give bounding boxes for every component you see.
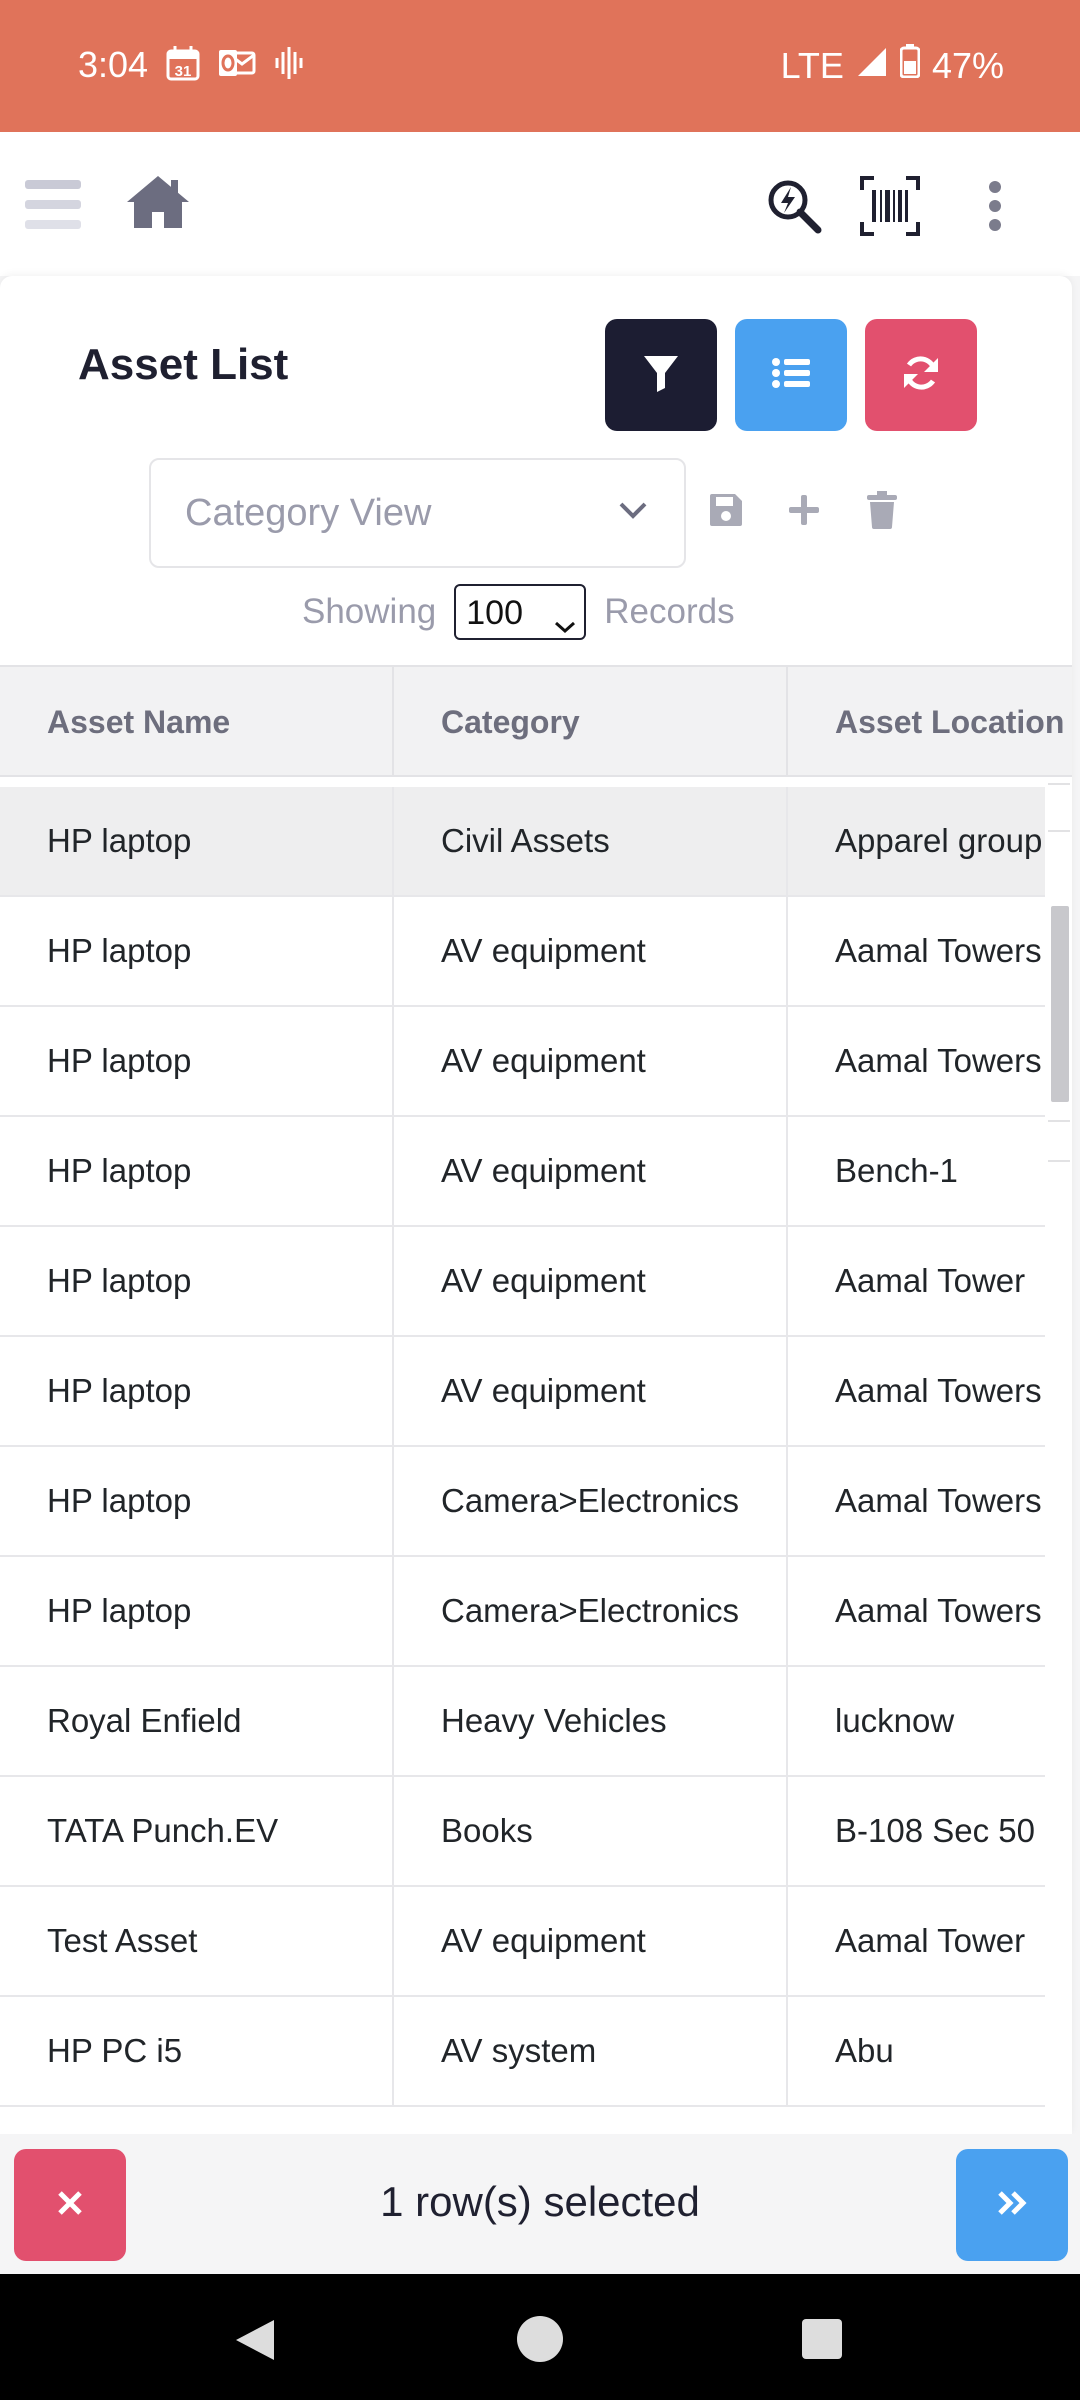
selection-bar: [0, 2134, 1080, 2274]
calendar-icon: [166, 45, 200, 86]
recents-icon[interactable]: [801, 2318, 843, 2365]
search-scan-icon: [766, 178, 822, 239]
refresh-icon: [902, 354, 940, 397]
list-icon: [772, 357, 810, 394]
table-row[interactable]: [0, 1777, 1045, 1887]
home-button[interactable]: [122, 172, 194, 236]
asset-name-cell: TATA Punch.EV: [0, 1777, 394, 1885]
save-icon: [708, 492, 744, 533]
asset-name-cell: HP laptop: [0, 1337, 394, 1445]
page-title: Asset List: [78, 340, 289, 389]
records-count-value: 100: [466, 594, 523, 632]
barcode-scan-button[interactable]: [854, 172, 926, 244]
category-cell: AV equipment: [394, 897, 788, 1005]
table-row[interactable]: [0, 1227, 1045, 1337]
asset-name-cell: HP laptop: [0, 1557, 394, 1665]
asset-name-cell: HP laptop: [0, 1447, 394, 1555]
barcode-icon: [860, 176, 920, 241]
network-type: LTE: [780, 44, 844, 86]
home-nav-icon[interactable]: [515, 2314, 565, 2369]
category-cell: AV equipment: [394, 1337, 788, 1445]
asset-name-cell: Test Asset: [0, 1887, 394, 1995]
asset-name-cell: HP laptop: [0, 1227, 394, 1335]
scrollbar-tick: [1048, 1160, 1070, 1162]
table-row[interactable]: [0, 897, 1045, 1007]
battery-level: 47%: [931, 44, 1004, 86]
asset-location-cell: Apparel group: [835, 822, 1043, 859]
double-chevron-right-icon: [997, 2190, 1027, 2221]
category-cell: Camera>Electronics: [394, 1447, 788, 1555]
table-scrollbar[interactable]: [1051, 906, 1069, 1102]
category-cell: AV equipment: [394, 1007, 788, 1115]
asset-location-cell: Aamal Tower: [835, 1262, 1026, 1299]
category-cell: AV equipment: [394, 1117, 788, 1225]
battery-icon: [900, 44, 920, 87]
asset-name-cell: Royal Enfield: [0, 1667, 394, 1775]
back-icon[interactable]: [234, 2318, 276, 2367]
table-row[interactable]: [0, 1667, 1045, 1777]
asset-name-cell: HP laptop: [0, 1117, 394, 1225]
asset-location-cell: Abu: [835, 2032, 894, 2069]
status-time: 3:04: [78, 44, 149, 85]
table-row[interactable]: [0, 1997, 1045, 2107]
asset-location-cell: Aamal Tower: [835, 1922, 1026, 1959]
category-cell: Books: [394, 1777, 788, 1885]
records-suffix: Records: [604, 592, 735, 631]
scrollbar-tick: [1048, 1120, 1070, 1122]
asset-name-cell: HP laptop: [0, 787, 394, 895]
delete-view-button[interactable]: [858, 488, 906, 536]
records-prefix: Showing: [302, 592, 437, 631]
asset-location-cell: Aamal Towers: [835, 932, 1042, 969]
asset-location-cell: B-108 Sec 50: [835, 1812, 1035, 1849]
add-view-button[interactable]: [780, 488, 828, 536]
category-cell: Heavy Vehicles: [394, 1667, 788, 1775]
category-cell: Civil Assets: [394, 787, 788, 895]
chevron-down-icon: [618, 500, 648, 525]
menu-icon: [23, 176, 83, 237]
home-icon: [125, 174, 191, 235]
table-row[interactable]: [0, 787, 1045, 897]
filter-button[interactable]: [605, 319, 717, 431]
asset-name-cell: HP PC i5: [0, 1997, 394, 2105]
proceed-button[interactable]: [956, 2149, 1068, 2261]
asset-location-cell: Aamal Towers: [835, 1592, 1042, 1629]
save-view-button[interactable]: [702, 488, 750, 536]
table-row[interactable]: [0, 1117, 1045, 1227]
table-row[interactable]: [0, 1557, 1045, 1667]
column-header-asset-name[interactable]: Asset Name: [0, 667, 394, 777]
system-nav-bar: [0, 2274, 1080, 2400]
category-cell: AV equipment: [394, 1227, 788, 1335]
table-row[interactable]: [0, 1337, 1045, 1447]
scrollbar-tick: [1048, 830, 1070, 832]
table-row[interactable]: [0, 1007, 1045, 1117]
search-scan-button[interactable]: [760, 174, 828, 242]
chevron-down-icon: [554, 604, 576, 643]
menu-button[interactable]: [18, 176, 88, 236]
table-row[interactable]: [0, 1447, 1045, 1557]
app-toolbar: [0, 132, 1080, 276]
column-header-category[interactable]: Category: [394, 667, 788, 777]
asset-location-cell: lucknow: [835, 1702, 955, 1739]
more-options-button[interactable]: [970, 172, 1020, 244]
signal-icon: [856, 45, 888, 87]
refresh-button[interactable]: [865, 319, 977, 431]
scrollbar-tick: [1048, 783, 1070, 785]
list-view-button[interactable]: [735, 319, 847, 431]
category-cell: Camera>Electronics: [394, 1557, 788, 1665]
status-bar: [0, 0, 1080, 132]
more-vert-icon: [985, 180, 1005, 237]
records-count-select[interactable]: [454, 584, 586, 640]
category-view-label: Category View: [185, 492, 432, 534]
asset-name-cell: HP laptop: [0, 1007, 394, 1115]
svg-text:31: 31: [174, 62, 192, 80]
filter-icon: [643, 354, 679, 397]
trash-icon: [866, 491, 898, 534]
column-header-asset-location[interactable]: Asset Location: [835, 703, 1065, 740]
table-row[interactable]: [0, 1887, 1045, 1997]
selection-count: 1 row(s) selected: [380, 2178, 700, 2225]
asset-name-cell: HP laptop: [0, 897, 394, 1005]
asset-location-cell: Aamal Towers: [835, 1372, 1042, 1409]
category-cell: AV equipment: [394, 1887, 788, 1995]
plus-icon: [787, 493, 821, 532]
table-body: [0, 787, 1045, 2134]
category-cell: AV system: [394, 1997, 788, 2105]
category-view-select[interactable]: [149, 458, 686, 568]
voice-icon: [274, 46, 304, 85]
asset-location-cell: Aamal Towers: [835, 1482, 1042, 1519]
table-header: [0, 665, 1072, 777]
asset-location-cell: Aamal Towers: [835, 1042, 1042, 1079]
records-per-page: [302, 584, 735, 640]
asset-location-cell: Bench-1: [835, 1152, 958, 1189]
outlook-icon: [218, 47, 256, 84]
